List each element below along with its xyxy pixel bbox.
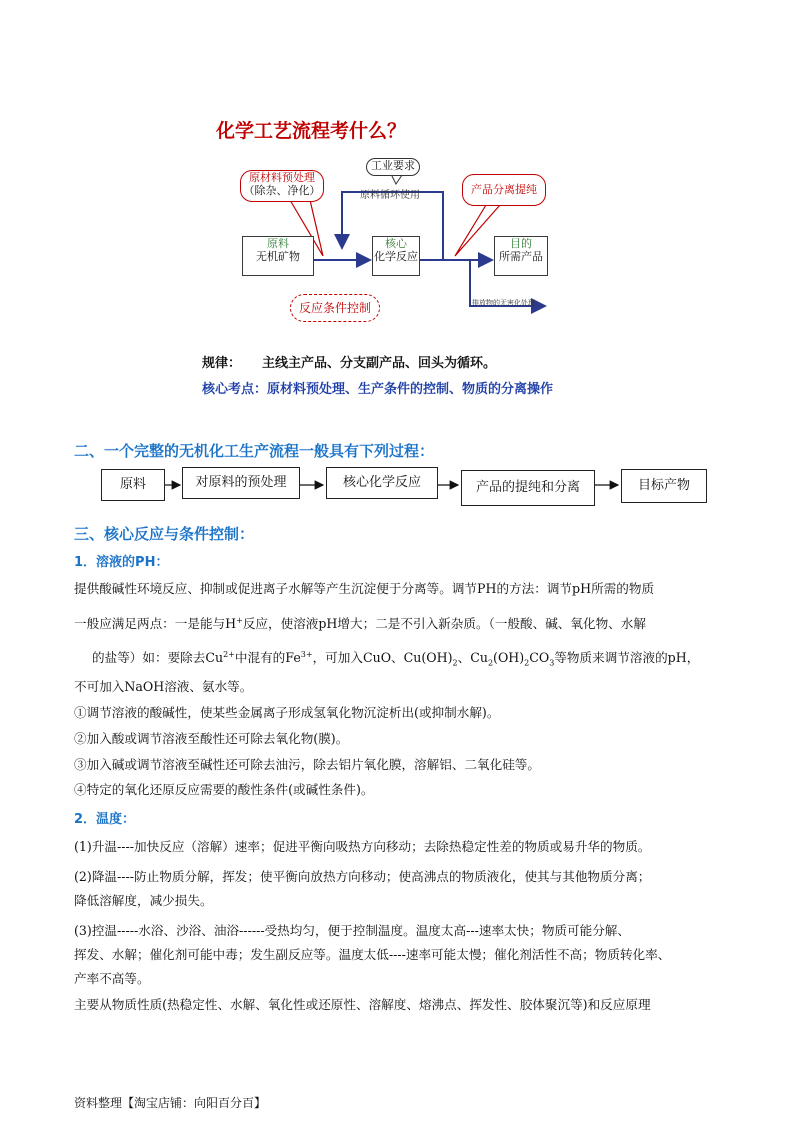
temp-item1: (1)升温----加快反应（溶解）速率；促进平衡向吸热方向移动；去除热稳定性差的物质或易升华的物质。 <box>74 839 651 854</box>
ph-line3: 的盐等）如：要除去$Cu^{2+}$中混有的$Fe^{3+}$，可加入CuO、$Cu(OH)_2$、$Cu_2(OH)_2CO_3$等物质来调节溶液的pH， <box>92 650 700 668</box>
step-target: 目标产物 <box>621 469 707 503</box>
condition-label: 反应条件控制 <box>298 301 371 315</box>
figure-title: 化学工艺流程考什么？ <box>216 120 407 142</box>
industry-req-bubble <box>366 158 420 176</box>
ph-line1: 提供酸碱性环境反应、抑制或促进离子水解等产生沉淀便于分离等。调节PH的方法：调节pH所需的物质 <box>74 581 655 596</box>
core-box <box>372 236 420 276</box>
sub1-title: 1．溶液的PH： <box>74 555 169 570</box>
pretreat-sublabel: （除杂、净化） <box>243 184 321 197</box>
industry-req-label: 工业要求 <box>371 159 415 172</box>
core-sublabel: 化学反应 <box>374 250 418 263</box>
step-raw: 原料 <box>101 469 165 501</box>
waste-label: 排放物的无害化处理 <box>472 299 535 307</box>
core-points: 核心考点：原材料预处理、生产条件的控制、物质的分离操作 <box>202 382 554 397</box>
rule-text: 主线主产品、分支副产品、回头为循环。 <box>262 356 497 371</box>
ph-item3: ③加入碱或调节溶液至碱性还可除去油污，除去铝片氧化膜，溶解铝、二氧化硅等。 <box>74 757 540 772</box>
product-sep-bubble <box>462 174 546 206</box>
ph-item2: ②加入酸或调节溶液至酸性还可除去氧化物(膜)。 <box>74 731 349 746</box>
step-purify: 产品的提纯和分离 <box>461 470 595 506</box>
raw-sublabel: 无机矿物 <box>256 250 300 263</box>
section2-title: 二、一个完整的无机化工生产流程一般具有下列过程： <box>74 442 435 460</box>
footer: 资料整理【淘宝店铺：向阳百分百】 <box>74 1096 267 1110</box>
target-label: 目的 <box>510 237 532 250</box>
ph-item4: ④特定的氧化还原反应需要的酸性条件(或碱性条件)。 <box>74 782 374 797</box>
temp-item2a: (2)降温----防止物质分解，挥发；使平衡向放热方向移动；使高沸点的物质液化，使其与其他物质分离； <box>74 869 651 884</box>
raw-label: 原料 <box>267 237 289 250</box>
target-box <box>494 236 548 276</box>
raw-material-box <box>242 236 314 276</box>
temp-item3c: 产率不高等。 <box>74 971 150 986</box>
temp-item3b: 挥发、水解；催化剂可能中毒；发生副反应等。温度太低----速率可能太慢；催化剂活性不高；物质转化率、 <box>74 947 671 962</box>
ph-line2: 一般应满足两点：一是能与H+反应，使溶液pH增大；二是不引入新杂质。（一般酸、碱、氧化物、水解 <box>74 616 646 632</box>
product-sep-label: 产品分离提纯 <box>471 183 537 196</box>
ph-item1: ①调节溶液的酸碱性，使某些金属离子形成氢氧化物沉淀析出(或抑制水解)。 <box>74 705 500 720</box>
target-sublabel: 所需产品 <box>499 250 543 263</box>
process-figure <box>200 108 600 428</box>
step-core: 核心化学反应 <box>326 467 438 499</box>
pretreat-label: 原材料预处理 <box>249 171 315 184</box>
temp-item4: 主要从物质性质(热稳定性、水解、氧化性或还原性、溶解度、熔沸点、挥发性、胶体聚沉等)和反应原理 <box>74 997 651 1012</box>
pretreat-bubble <box>240 170 324 202</box>
section3-title: 三、核心反应与条件控制： <box>74 525 255 543</box>
step-pretreat: 对原料的预处理 <box>182 467 300 499</box>
sub2-title: 2．温度： <box>74 812 136 827</box>
temp-item2b: 降低溶解度，减少损失。 <box>74 893 213 908</box>
condition-cloud <box>290 294 380 322</box>
ph-line4: 不可加入NaOH溶液、氨水等。 <box>74 679 253 694</box>
core-label: 核心 <box>385 237 407 250</box>
recycle-label: 原料循环使用 <box>360 190 420 201</box>
rule-label: 规律： <box>202 356 242 371</box>
temp-item3a: (3)控温-----水浴、沙浴、油浴------受热均匀，便于控制温度。温度太高---速率太快；物质可能分解、 <box>74 923 630 938</box>
